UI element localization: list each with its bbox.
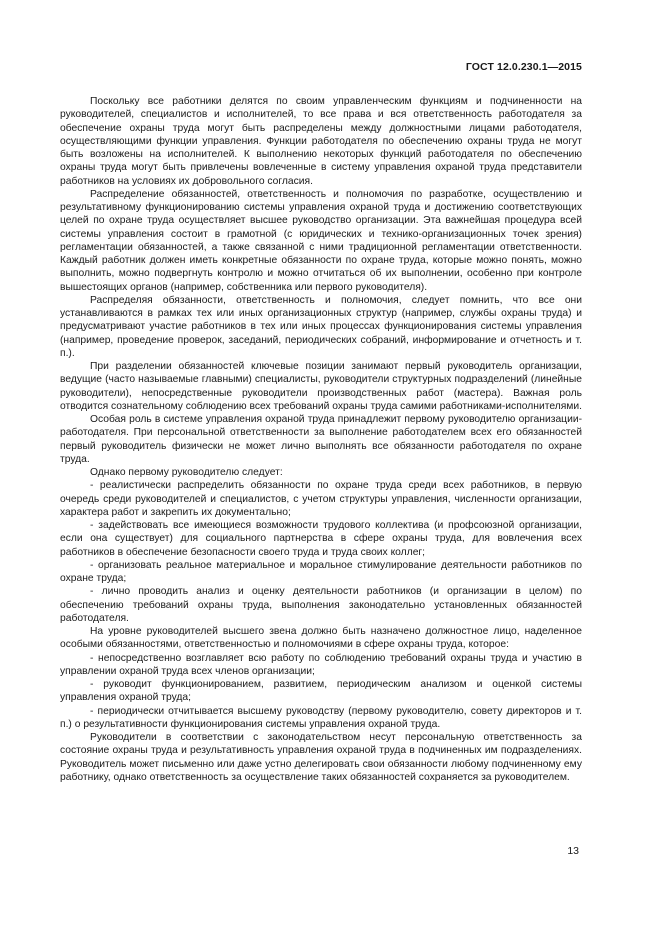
list-item: - задействовать все имеющиеся возможности трудового коллектива (и профсоюзной организации, если она существует) для социального партнерства в сфере охраны труда, для вовлечения всех работников в обеспечение безопасности своего труда и труда своих коллег; — [60, 520, 582, 558]
standard-header: ГОСТ 12.0.230.1—2015 — [465, 61, 582, 73]
list-item: - руководит функционированием, развитием, периодическим анализом и оценкой системы управления охраной труда; — [60, 679, 582, 704]
paragraph: Распределение обязанностей, ответственность и полномочия по разработке, осуществлению и результативному функционированию системы управления охраной труда и достижению соответствующих целей по охране труда осуществляет высшее руководство организации. Эта важнейшая процедура всей системы управления состоит в грамотной (с юридических и технико-организационных точек зрения) регламентации обязанностей, а также связанной с ними традиционной регламентации ответственности. Каждый работник должен иметь конкретные обязанности по охране труда, которые можно понять, можно выполнить, можно подвергнуть контролю и можно отчитаться об их выполнении, особенно при контроле вышестоящих органов (например, собственника или первого руководителя). — [60, 188, 582, 293]
list-item: - непосредственно возглавляет всю работу по соблюдению требований охраны труда и участию в управлении охраной труда всех членов организации; — [60, 652, 582, 677]
list-item: - организовать реальное материальное и моральное стимулирование деятельности работников по охране труда; — [60, 559, 582, 584]
paragraph: Распределяя обязанности, ответственность и полномочия, следует помнить, что все они устанавливаются в рамках тех или иных организационных структур (например, службы охраны труда) и предусматривают участие работников в тех или иных процессах функционирования системы управления (например, проведение проверок, заседаний, периодических собраний, информирование и отчетность и т. п.). — [60, 294, 582, 359]
list-item: - периодически отчитывается высшему руководству (первому руководителю, совету директоров и т. п.) о результативности функционирования системы управления охраной труда. — [60, 705, 582, 730]
page-number: 13 — [567, 845, 579, 857]
paragraph: Руководители в соответствии с законодательством несут персональную ответственность за состояние охраны труда и результативность управления охраной труда в подчиненных им подразделениях. Руководитель может письменно или даже устно делегировать свои обязанности любому подчиненному ему работнику, однако ответственность за осуществление таких обязанностей сохраняется за руководителем. — [60, 732, 582, 783]
paragraph: Поскольку все работники делятся по своим управленческим функциям и подчиненности на руководителей, специалистов и исполнителей, то все права и вся ответственность работодателя за обеспечение охраны труда могут быть распределены между должностными лицами работодателя, осуществляющими функции управления. Функции работодателя по обеспечению охраны труда не могут быть возложены на исполнителей. К выполнению некоторых функций работодателя по обеспечению охраны труда могут быть привлечены вовлеченные в систему управления охраной труда представители работников на условиях их добровольного согласия. — [60, 96, 582, 187]
paragraph: При разделении обязанностей ключевые позиции занимают первый руководитель организации, ведущие (часто называемые главными) специалисты, руководители структурных подразделений (линейные руководители), непосредственные руководители производственных работ (мастера). Важная роль отводится сознательному соблюдению всех требований охраны труда самими работниками-исполнителями. — [60, 361, 582, 412]
paragraph: Однако первому руководителю следует: — [90, 467, 283, 478]
list-item: - лично проводить анализ и оценку деятельности работников (и организации в целом) по обеспечению требований охраны труда, выполнения законодательно установленных обязанностей работодателя. — [60, 586, 582, 624]
paragraph: Особая роль в системе управления охраной труда принадлежит первому руководителю организации-работодателя. При персональной ответственности за выполнение работодателем всех его обязанностей первый руководитель физически не может лично выполнять все обязанности работодателя по охране труда. — [60, 414, 582, 465]
list-item: - реалистически распределить обязанности по охране труда среди всех работников, в первую очередь среди руководителей и специалистов, с учетом структуры управления, численности организации, характера работ и закрепить их документально; — [60, 480, 582, 518]
paragraph: На уровне руководителей высшего звена должно быть назначено должностное лицо, наделенное особыми обязанностями, ответственностью и полномочиями в сфере охраны труда, которое: — [60, 626, 582, 651]
body-text — [60, 95, 582, 784]
